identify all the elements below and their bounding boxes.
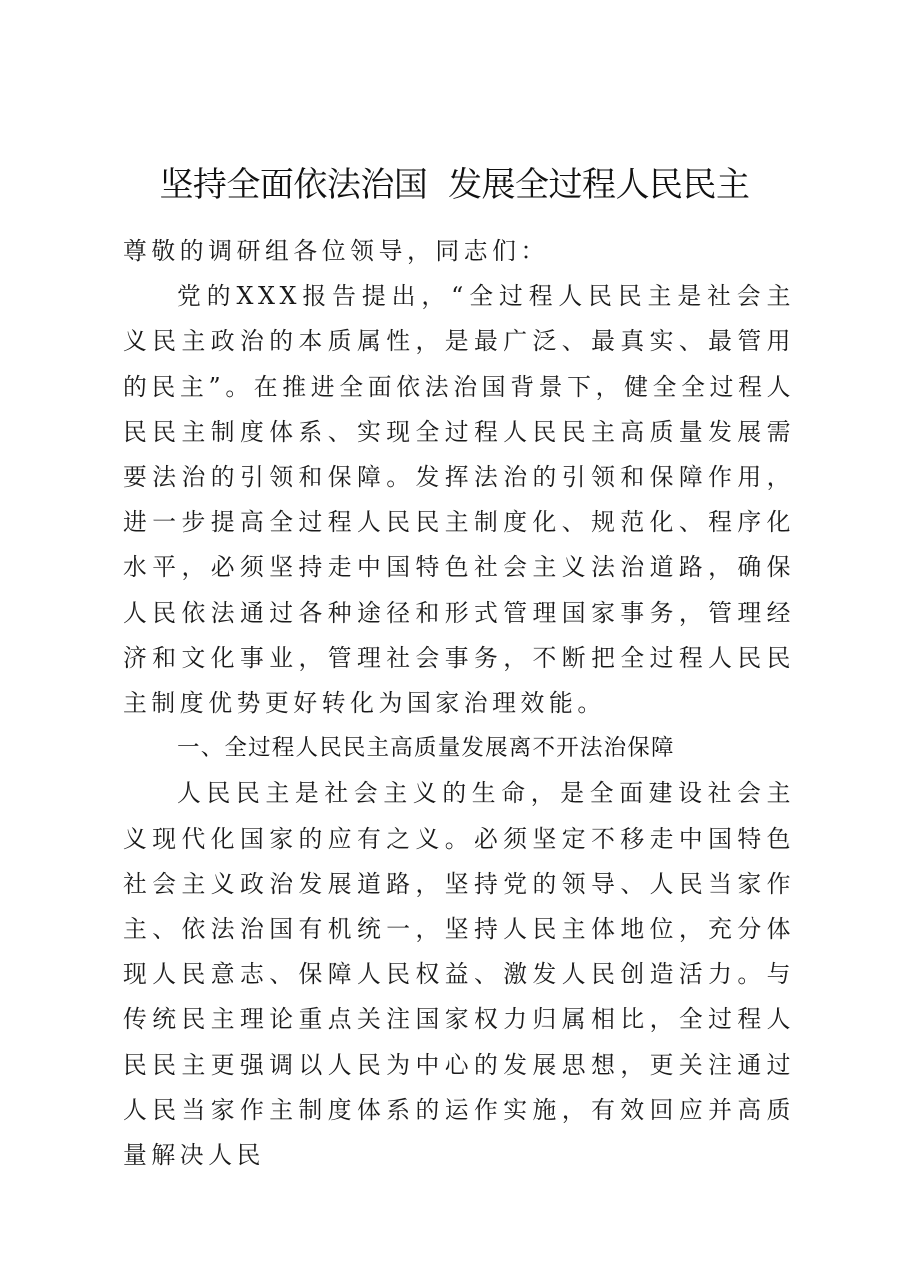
paragraph-section-one: 人民民主是社会主义的生命，是全面建设社会主义现代化国家的应有之义。必须坚定不移走中国特色社会主义政治发展道路，坚持党的领导、人民当家作主、依法治国有机统一，坚持人民主体地位，充分体现人民意志、保障人民权益、激发人民创造活力。与传统民主理论重点关注国家权力归属相比，全过程人民民主更强调以人民为中心的发展思想，更关注通过人民当家作主制度体系的运作实施，有效回应并高质量解决人民 [123, 779, 795, 1170]
document-body [123, 229, 795, 1178]
salutation: 尊敬的调研组各位领导，同志们： [123, 237, 549, 265]
section-heading: 一、全过程人民民主高质量发展离不开法治保障 [177, 735, 675, 762]
paragraph-intro: 党的XXX报告提出，“全过程人民民主是社会主义民主政治的本质属性，是最广泛、最真实、最管用的民主”。在推进全面依法治国背景下，健全全过程人民民主制度体系、实现全过程人民民主高质量发展需要法治的引领和保障。发挥法治的引领和保障作用，进一步提高全过程人民民主制度化、规范化、程序化水平，必须坚持走中国特色社会主义法治道路，确保人民依法通过各种途径和形式管理国家事务，管理经济和文化事业，管理社会事务，不断把全过程人民民主制度优势更好转化为国家治理效能。 [123, 282, 795, 718]
document-title: 坚持全面依法治国 发展全过程人民民主 [159, 165, 750, 205]
